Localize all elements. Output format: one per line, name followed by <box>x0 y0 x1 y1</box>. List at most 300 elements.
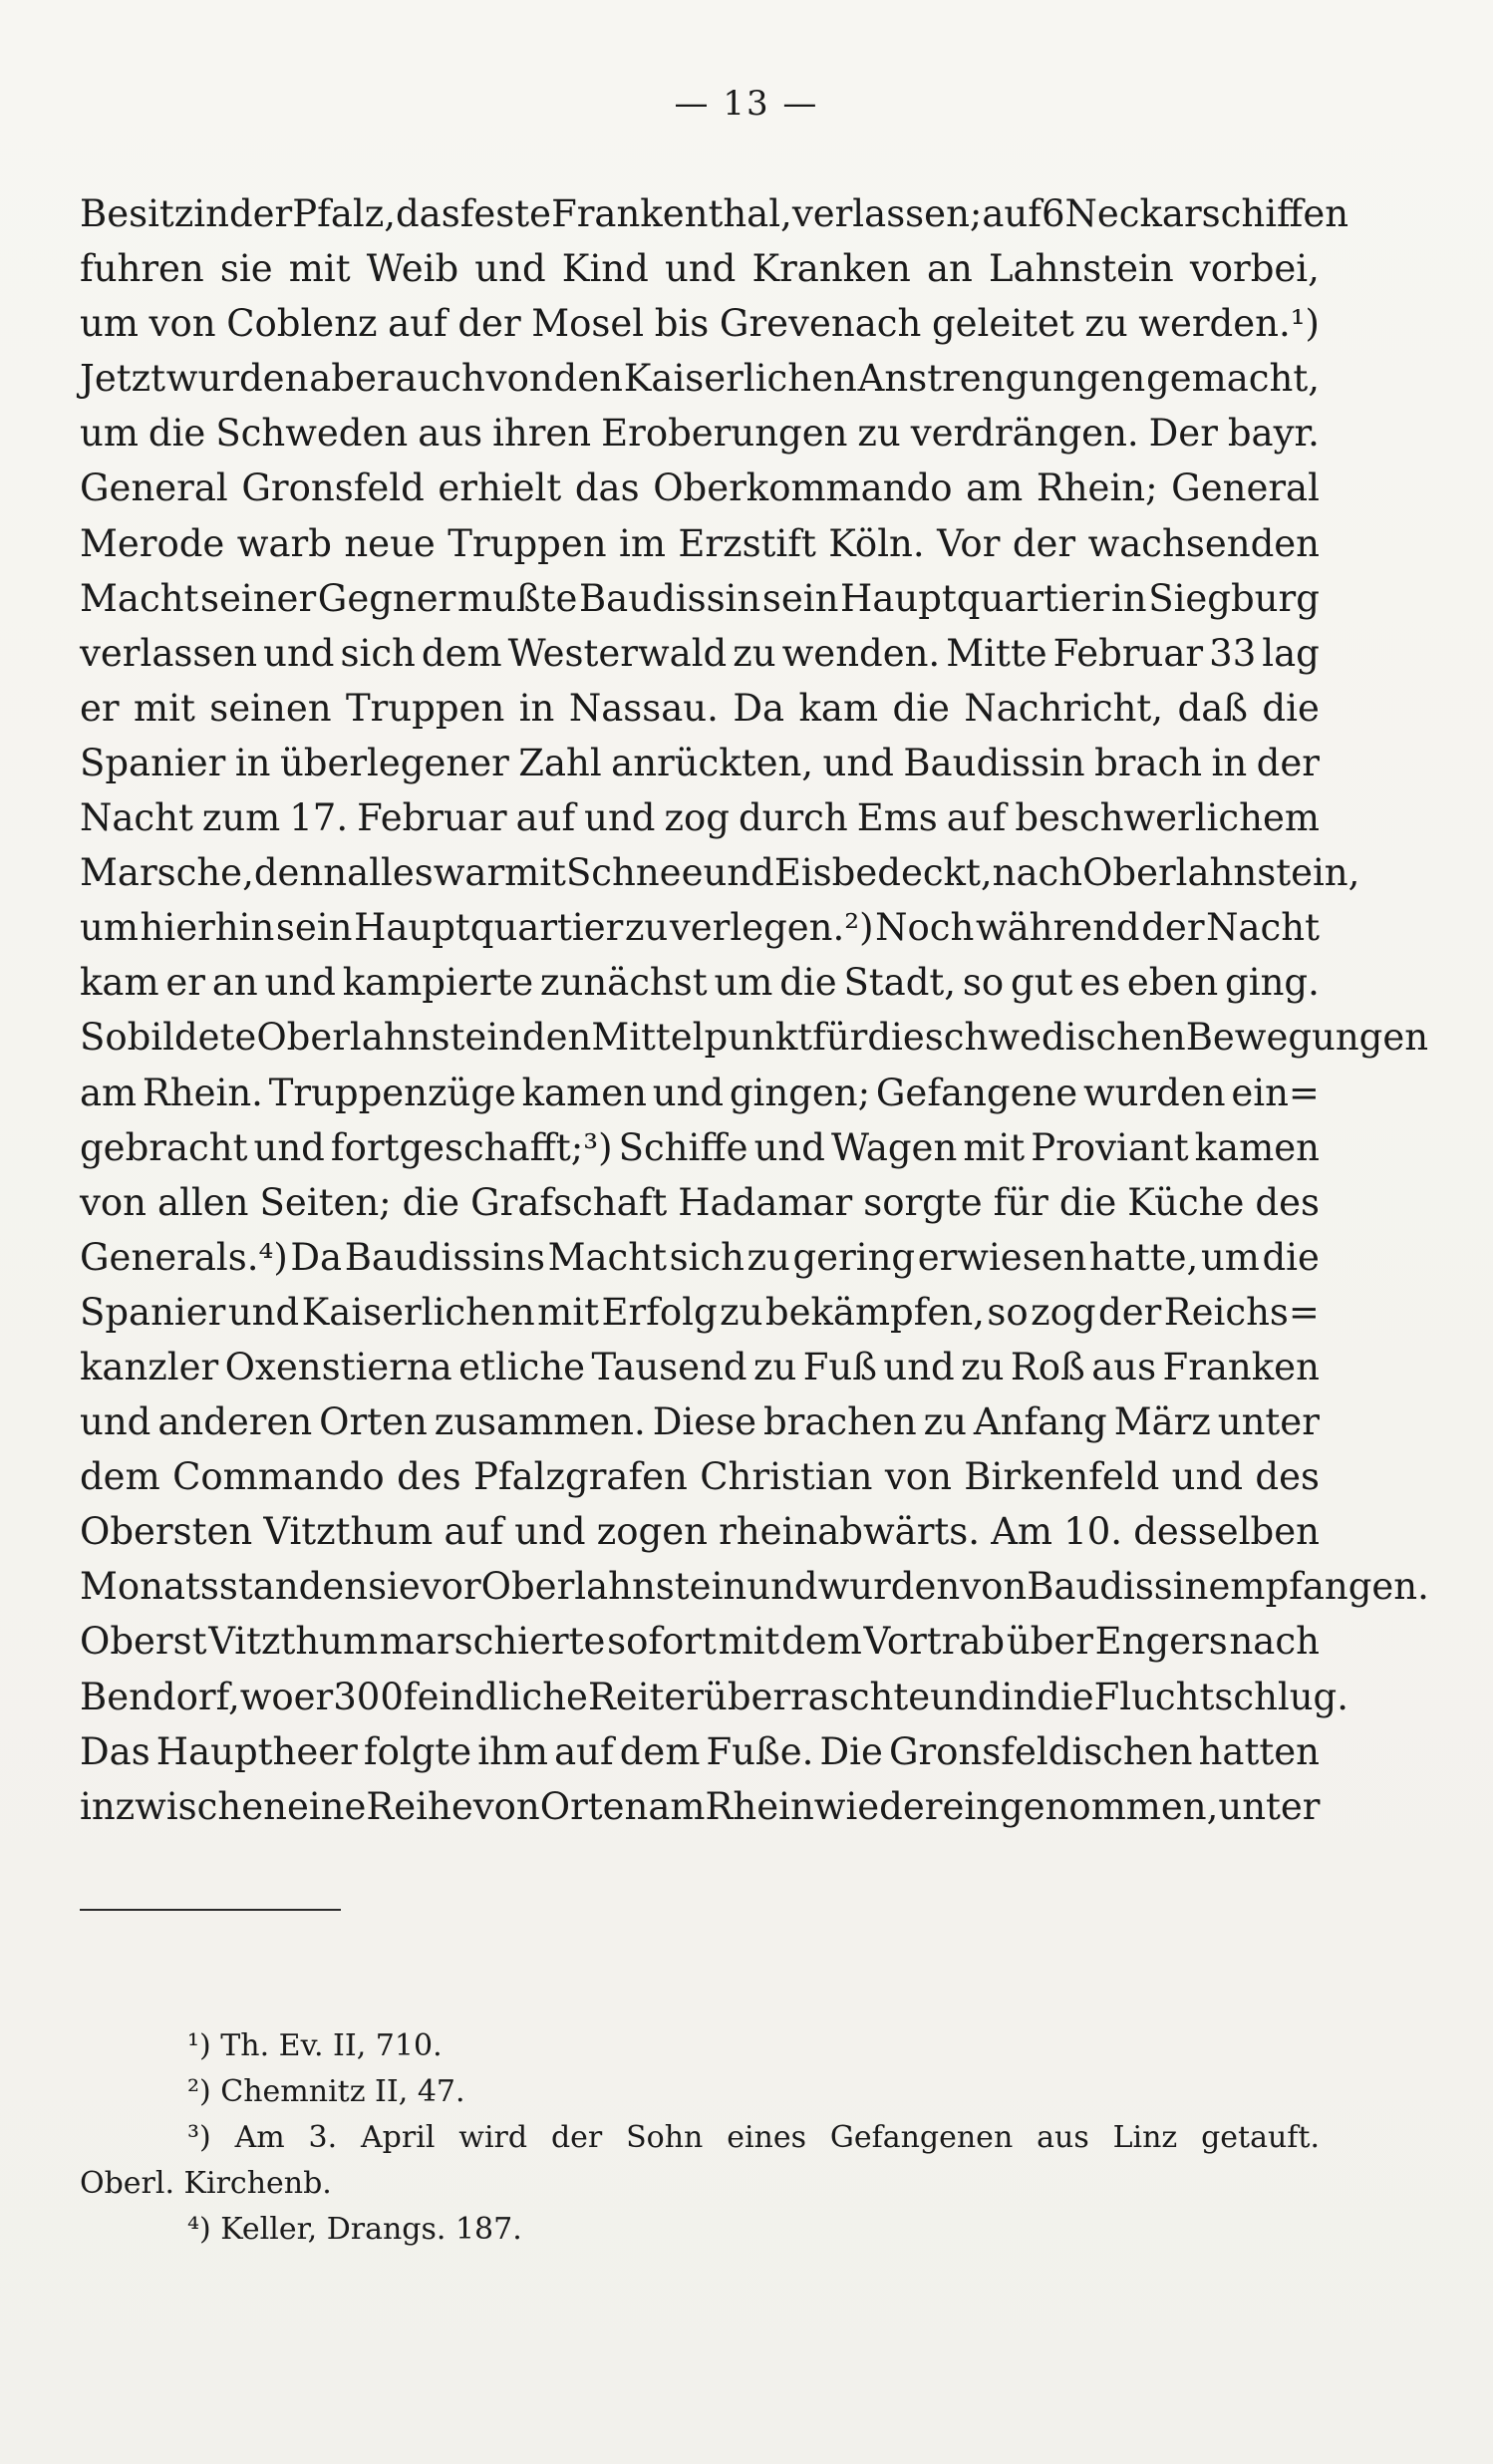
word: auf <box>444 1510 504 1554</box>
word: um <box>80 302 139 346</box>
word: zogen <box>596 1510 708 1554</box>
word: gut <box>1010 961 1073 1005</box>
word: Baudissin <box>903 741 1085 784</box>
word: das <box>395 192 460 235</box>
word: und <box>652 1071 725 1114</box>
word: Da <box>733 686 785 730</box>
word: aber <box>309 357 395 401</box>
word: marschierte <box>379 1620 606 1664</box>
word: und <box>474 247 546 291</box>
text-line <box>80 461 1320 515</box>
word: schlug. <box>1214 1675 1349 1718</box>
word: der <box>1098 1290 1162 1334</box>
word: der <box>1141 906 1205 950</box>
word: Stadt, <box>843 961 957 1005</box>
word: Spanier <box>80 1290 226 1334</box>
word: der <box>550 2120 603 2155</box>
word: Oberlahnstein <box>480 1565 747 1609</box>
word: die <box>1037 1675 1094 1718</box>
word: Gronsfeldischen <box>888 1729 1193 1773</box>
word: Bewegungen <box>1185 1016 1429 1060</box>
word: und <box>746 1565 818 1609</box>
word: und <box>584 796 656 840</box>
word: Das <box>80 1729 150 1773</box>
word: Grafschaft <box>470 1180 668 1224</box>
word: Oberkommando <box>653 466 953 510</box>
word: über <box>1006 1620 1093 1664</box>
word: erhielt <box>438 466 562 510</box>
word: Flucht <box>1093 1675 1215 1718</box>
word: er <box>165 961 205 1005</box>
word: Oxenstierna <box>224 1345 452 1388</box>
word: Küche <box>1127 1180 1245 1224</box>
word: es <box>1079 961 1121 1005</box>
word: April <box>361 2120 436 2155</box>
word: dem <box>619 1729 701 1773</box>
text-line <box>80 900 1320 955</box>
word: mit <box>718 1620 780 1664</box>
text-line <box>80 186 1349 241</box>
word: auf <box>946 796 1007 840</box>
word: auf <box>554 1729 614 1773</box>
word: kam <box>80 961 159 1005</box>
word: geleitet <box>931 302 1074 346</box>
word: folgte <box>363 1729 472 1773</box>
word: mit <box>288 247 351 291</box>
word: er <box>80 686 120 730</box>
word: fuhren <box>80 247 204 291</box>
word: Commando <box>172 1455 385 1499</box>
word: der <box>228 192 293 235</box>
word: unter <box>1217 1400 1320 1444</box>
word: Coblenz <box>226 302 378 346</box>
word: eben <box>1126 961 1219 1005</box>
text-line <box>80 681 1320 736</box>
word: und <box>753 1125 825 1169</box>
word: zu <box>746 1235 790 1279</box>
footnote-1: ¹) Th. Ev. II, 710. <box>187 2028 443 2063</box>
word: 6 <box>1041 192 1065 235</box>
word: in <box>1211 741 1248 784</box>
word: sofort <box>607 1620 717 1664</box>
word: ihm <box>477 1729 548 1773</box>
word: März <box>1113 1400 1211 1444</box>
word: Mosel <box>531 302 645 346</box>
word: überlegener <box>279 741 509 784</box>
word: durch <box>738 796 848 840</box>
word: wurden <box>817 1565 961 1609</box>
word: So <box>80 1016 128 1060</box>
word: Rhein. <box>142 1071 263 1114</box>
word: und <box>80 1400 151 1444</box>
text-line <box>80 736 1320 790</box>
word: mußte <box>456 576 578 620</box>
word: Hauptquartier <box>840 576 1110 620</box>
text-line <box>80 1120 1320 1175</box>
word: sie <box>368 1565 421 1609</box>
word: Baudissins <box>344 1235 545 1279</box>
text-line <box>80 296 1320 351</box>
word: Westerwald <box>507 631 728 675</box>
word: Nassau. <box>568 686 719 730</box>
word: wurden <box>1082 1071 1226 1114</box>
word: Erzstift <box>678 521 816 565</box>
word: Vor <box>937 521 1001 565</box>
word: bildete <box>127 1016 257 1060</box>
word: Anfang <box>973 1400 1107 1444</box>
word: Ems <box>856 796 938 840</box>
word: Mittelpunkt <box>591 1016 813 1060</box>
word: um <box>1200 1235 1260 1279</box>
word: hatten <box>1198 1729 1320 1773</box>
word: unter <box>1218 1784 1321 1828</box>
text-line <box>80 1010 1429 1065</box>
word: zu <box>961 1345 1005 1388</box>
word: Truppen <box>345 686 505 730</box>
word: auf <box>515 796 576 840</box>
word: kampierte <box>342 961 534 1005</box>
word: der <box>457 302 521 346</box>
text-line <box>80 1779 1320 1834</box>
word: auf <box>388 302 448 346</box>
word: Seiten; <box>259 1180 392 1224</box>
word: Macht <box>80 576 199 620</box>
word: zum <box>201 796 281 840</box>
word: Hauptheer <box>155 1729 358 1773</box>
word: von <box>884 1455 952 1499</box>
word: kamen <box>1194 1125 1320 1169</box>
word: wieder <box>813 1784 943 1828</box>
word: Macht <box>547 1235 667 1279</box>
text-line <box>80 1449 1320 1504</box>
word: des <box>397 1455 461 1499</box>
word: alles <box>347 851 434 895</box>
body-text <box>80 186 1429 1834</box>
word: zu <box>624 906 669 950</box>
word: in <box>1001 1675 1038 1718</box>
word: 3. <box>308 2120 338 2155</box>
word: mit <box>504 851 566 895</box>
word: verlassen <box>80 631 258 675</box>
word: die <box>148 412 206 456</box>
word: Schiffe <box>618 1125 748 1169</box>
word: hatte, <box>1089 1235 1199 1279</box>
word: des <box>1255 1455 1320 1499</box>
word: Gegner <box>317 576 456 620</box>
word: Köln. <box>828 521 925 565</box>
word: Kind <box>561 247 649 291</box>
word: während <box>975 906 1140 950</box>
word: die <box>1058 1180 1117 1224</box>
word: für <box>993 1180 1048 1224</box>
word: Der <box>1148 412 1218 456</box>
word: Merode <box>80 521 225 565</box>
word: mit <box>963 1125 1026 1169</box>
word: Wagen <box>831 1125 958 1169</box>
text-line <box>80 1670 1349 1724</box>
word: Oberst <box>80 1620 207 1664</box>
word: 10. <box>1063 1510 1123 1554</box>
word: Am <box>234 2120 285 2155</box>
word: Baudissin <box>578 576 761 620</box>
word: wird <box>458 2120 528 2155</box>
word: Rhein; <box>1036 466 1158 510</box>
word: desselben <box>1133 1510 1320 1554</box>
text-line <box>80 626 1320 681</box>
word: General <box>80 466 228 510</box>
word: am <box>648 1784 706 1828</box>
text-line <box>80 1724 1320 1779</box>
word: schwedischen <box>924 1016 1186 1060</box>
word: und <box>822 741 894 784</box>
word: Generals.⁴) <box>80 1235 288 1279</box>
word: dem <box>80 1455 160 1499</box>
word: lag <box>1262 631 1320 675</box>
word: Hadamar <box>678 1180 853 1224</box>
word: Hauptquartier <box>354 906 624 950</box>
word: Eis <box>773 851 832 895</box>
word: Fuße. <box>706 1729 814 1773</box>
word: beschwerlichem <box>1015 796 1320 840</box>
word: die <box>867 1016 925 1060</box>
page-number: — 13 — <box>674 84 819 124</box>
word: aus <box>418 412 483 456</box>
word: Birkenfeld <box>964 1455 1160 1499</box>
word: wachsenden <box>1087 521 1320 565</box>
word: war <box>433 851 505 895</box>
word: in <box>193 192 229 235</box>
word: Anstrengungen <box>857 357 1146 401</box>
word: seiner <box>200 576 317 620</box>
word: 33 <box>1209 631 1257 675</box>
word: Schweden <box>215 412 409 456</box>
word: und <box>514 1510 586 1554</box>
word: mit <box>134 686 195 730</box>
word: warb <box>236 521 332 565</box>
footnote-2: ²) Chemnitz II, 47. <box>187 2074 465 2109</box>
word: allen <box>157 1180 249 1224</box>
text-line <box>80 1175 1320 1230</box>
word: erwiesen <box>917 1235 1087 1279</box>
word: Reichs= <box>1163 1290 1320 1334</box>
word: am <box>80 1071 138 1114</box>
word: feste <box>459 192 552 235</box>
word: Weib <box>366 247 459 291</box>
word: am <box>966 466 1024 510</box>
word: zusammen. <box>434 1400 646 1444</box>
word: Am <box>991 1510 1053 1554</box>
text-line <box>80 1340 1320 1394</box>
word: Engers <box>1094 1620 1228 1664</box>
word: Kaiserlichen <box>623 357 857 401</box>
word: inzwischen <box>80 1784 287 1828</box>
word: standen <box>218 1565 369 1609</box>
word: dem <box>421 631 502 675</box>
word: Erfolg <box>601 1290 718 1334</box>
word: und <box>1171 1455 1244 1499</box>
word: um <box>80 906 139 950</box>
word: Spanier <box>80 741 226 784</box>
word: wenden. <box>781 631 941 675</box>
word: Nacht <box>80 796 193 840</box>
word: auf <box>982 192 1042 235</box>
word: anderen <box>157 1400 313 1444</box>
word: zog <box>664 796 730 840</box>
word: zu <box>1084 302 1128 346</box>
word: und <box>883 1345 955 1388</box>
text-line <box>80 845 1360 900</box>
word: wo <box>239 1675 294 1718</box>
word: zog <box>1031 1290 1096 1334</box>
text-line <box>80 516 1320 571</box>
word: gering <box>792 1235 916 1279</box>
word: verdrängen. <box>910 412 1139 456</box>
word: verlegen.²) <box>669 906 874 950</box>
word: Franken <box>1162 1345 1320 1388</box>
word: feindliche <box>403 1675 588 1718</box>
word: bis <box>654 302 710 346</box>
word: kam <box>798 686 879 730</box>
word: nach <box>1229 1620 1320 1664</box>
text-line <box>80 571 1320 626</box>
word: Noch <box>875 906 975 950</box>
word: Da <box>290 1235 343 1279</box>
word: General <box>1171 466 1320 510</box>
word: um <box>714 961 773 1005</box>
footnote-separator <box>80 1909 341 1911</box>
word: zu <box>720 1290 763 1334</box>
word: Proviant <box>1031 1125 1189 1169</box>
word: Eroberungen <box>601 412 848 456</box>
word: Rhein <box>705 1784 814 1828</box>
word: gemacht, <box>1146 357 1320 401</box>
word: Obersten <box>80 1510 253 1554</box>
text-line <box>80 406 1320 461</box>
word: für <box>812 1016 868 1060</box>
text-line <box>80 1614 1320 1669</box>
word: seinen <box>209 686 332 730</box>
word: Roß <box>1010 1345 1085 1388</box>
word: in <box>1110 576 1147 620</box>
word: so <box>962 961 1005 1005</box>
footnotes <box>80 2023 1320 2253</box>
word: Christian <box>700 1455 873 1499</box>
word: um <box>80 412 139 456</box>
word: fortgeschafft;³) <box>330 1125 613 1169</box>
text-line <box>80 1230 1320 1285</box>
word: Diese <box>652 1400 756 1444</box>
word: Besitz <box>80 192 194 235</box>
text-line <box>80 351 1320 406</box>
word: Nacht <box>1206 906 1320 950</box>
word: Truppen <box>448 521 607 565</box>
word: Linz <box>1112 2120 1178 2155</box>
word: der <box>1012 521 1076 565</box>
word: eingenommen, <box>942 1784 1219 1828</box>
word: empfangen. <box>1208 1565 1429 1609</box>
word: gebracht <box>80 1125 248 1169</box>
word: ihren <box>492 412 592 456</box>
word: vorbei, <box>1189 247 1320 291</box>
word: Februar <box>1052 631 1204 675</box>
word: das <box>574 466 640 510</box>
word: rheinabwärts. <box>719 1510 981 1554</box>
word: Orten <box>319 1400 428 1444</box>
word: Monats <box>80 1565 219 1609</box>
word: und <box>930 1675 1002 1718</box>
word: zu <box>857 412 901 456</box>
word: werden.¹) <box>1138 302 1320 346</box>
word: Die <box>819 1729 883 1773</box>
word: von <box>80 1180 148 1224</box>
word: Frankenthal, <box>551 192 792 235</box>
word: aus <box>1037 2120 1089 2155</box>
word: 17. <box>289 796 349 840</box>
word: Sohn <box>626 2120 704 2155</box>
word: gingen; <box>729 1071 871 1114</box>
word: in <box>518 686 555 730</box>
word: Gefangene <box>875 1071 1078 1114</box>
word: in <box>234 741 271 784</box>
word: 300 <box>333 1675 404 1718</box>
word: brachen <box>762 1400 917 1444</box>
word: ging. <box>1225 961 1320 1005</box>
word: anrückten, <box>611 741 814 784</box>
word: Kranken <box>751 247 911 291</box>
word: Fuß <box>802 1345 877 1388</box>
word: Oberlahnstein <box>256 1016 522 1060</box>
word: und <box>264 961 336 1005</box>
word: Reiter <box>587 1675 704 1718</box>
word: neue <box>344 521 436 565</box>
word: die <box>402 1180 460 1224</box>
word: brach <box>1094 741 1203 784</box>
word: sich <box>340 631 416 675</box>
word: Lahnstein <box>988 247 1174 291</box>
word: er <box>293 1675 334 1718</box>
word: Marsche, <box>80 851 254 895</box>
word: aus <box>1091 1345 1157 1388</box>
word: bedeckt, <box>831 851 993 895</box>
word: Neckarschiffen <box>1064 192 1349 235</box>
word: dem <box>781 1620 862 1664</box>
word: Pfalzgrafen <box>473 1455 688 1499</box>
word: sorgte <box>863 1180 983 1224</box>
word: Orten <box>539 1784 649 1828</box>
word: Truppenzüge <box>268 1071 516 1114</box>
word: von <box>960 1565 1028 1609</box>
text-line <box>80 1394 1320 1449</box>
word: Oberlahnstein, <box>1082 851 1360 895</box>
word: der <box>1256 741 1320 784</box>
word: eines <box>727 2120 807 2155</box>
word: von <box>485 357 553 401</box>
word: zu <box>923 1400 967 1444</box>
word: und <box>703 851 774 895</box>
word: nach <box>992 851 1083 895</box>
footnote-4: ⁴) Keller, Drangs. 187. <box>187 2212 522 2247</box>
word: Baudissin <box>1027 1565 1209 1609</box>
word: sein <box>761 576 839 620</box>
word: Vitzthum <box>263 1510 434 1554</box>
word: Kaiserlichen <box>301 1290 535 1334</box>
text-line <box>80 790 1320 845</box>
word: sich <box>669 1235 745 1279</box>
footnote-3-continuation: Oberl. Kirchenb. <box>80 2166 332 2201</box>
word: eine <box>286 1784 367 1828</box>
word: Bendorf, <box>80 1675 240 1718</box>
word: zu <box>753 1345 797 1388</box>
